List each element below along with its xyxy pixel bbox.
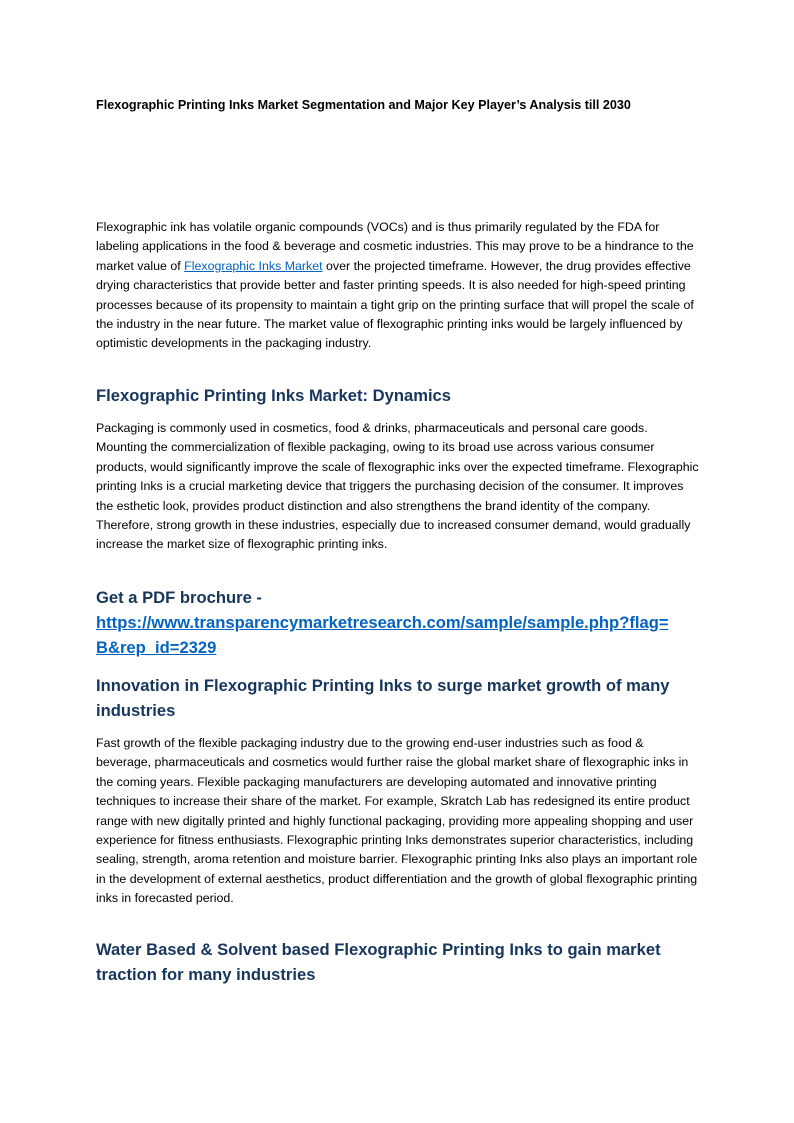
innovation-paragraph: Fast growth of the flexible packaging industry due to the growing end-user industries such as food & beverage, pharmaceuticals and cosmetics would further raise the global market share of flexographic inks in the coming years. Flexible packaging manufacturers are developing automated and innovative printing techniques to increase their share of the market. For example, Skratch Lab has redesigned its entire product range with new digitally printed and highly functional packaging, providing more appealing shopping and user experience for fitness enthusiasts. Flexographic printing Inks demonstrates superior characteristics, including sealing, strength, aroma retention and moisture barrier. Flexographic printing Inks also plays an important role in the development of external aesthetics, product differentiation and the growth of global flexographic printing inks in forecasted period. (96, 736, 698, 906)
dynamics-heading: Flexographic Printing Inks Market: Dynamics (96, 386, 452, 405)
pdf-brochure-url-line-1[interactable]: https://www.transparencymarketresearch.com/sample/sample.php?flag= (96, 613, 669, 632)
innovation-heading (96, 673, 700, 723)
water-solvent-heading-line-2: traction for many industries (96, 965, 316, 984)
dynamics-paragraph: Packaging is commonly used in cosmetics, food & drinks, pharmaceuticals and personal care goods. Mounting the commercialization of flexible packaging, owing to its broad use across various consumer products, would significantly improve the scale of flexographic inks over the expected timeframe. Flexographic printing Inks is a crucial marketing device that triggers the purchasing decision of the consumer. It improves the esthetic look, provides product distinction and also strengthens the brand identity of the company. Therefore, strong growth in these industries, especially due to increased consumer demand, would gradually increase the market size of flexographic printing inks. (96, 421, 699, 552)
pdf-brochure-url-line-2[interactable]: B&rep_id=2329 (96, 638, 217, 657)
pdf-brochure-link[interactable] (96, 610, 700, 660)
innovation-heading-line-1: Innovation in Flexographic Printing Inks to surge market growth of many (96, 676, 670, 695)
document-title: Flexographic Printing Inks Market Segmentation and Major Key Player’s Analysis till 2030 (96, 98, 631, 112)
water-solvent-heading (96, 937, 700, 987)
pdf-brochure-heading (96, 585, 700, 660)
intro-text-after-link: over the projected timeframe. However, the drug provides effective drying characteristics that provide better and faster printing speeds. It is also needed for high-speed printing processes because of its propensity to maintain a tight grip on the printing surface that will propel the scale of the industry in the near future. The market value of flexographic printing inks would be largely influenced by optimistic developments in the packaging industry. (96, 258, 694, 351)
intro-text-before-link: Flexographic ink has volatile organic compounds (VOCs) and is thus primarily regulated by the FDA for labeling applications in the food & beverage and cosmetic industries. This may prove to be a hindrance to the market value of (96, 220, 694, 273)
pdf-brochure-label: Get a PDF brochure - (96, 588, 262, 607)
water-solvent-heading-line-1: Water Based & Solvent based Flexographic Printing Inks to gain market (96, 940, 661, 959)
innovation-heading-line-2: industries (96, 701, 176, 720)
intro-paragraph (96, 218, 700, 354)
flexographic-inks-market-link[interactable]: Flexographic Inks Market (184, 258, 323, 273)
